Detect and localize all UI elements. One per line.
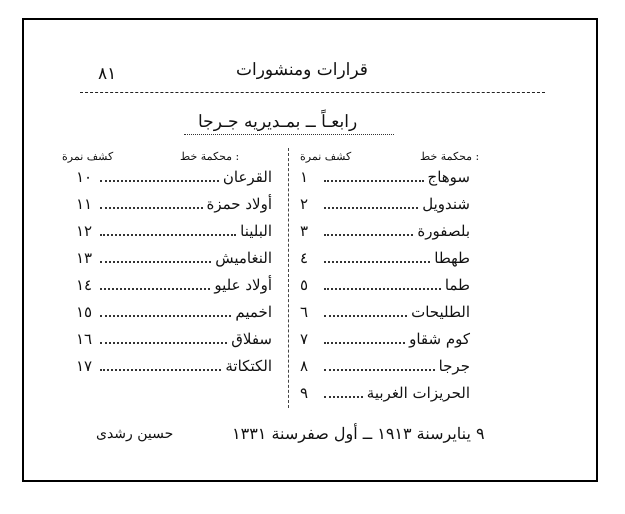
- left-court-column-header: محكمة خط :: [180, 150, 240, 163]
- dot-leader: [324, 342, 405, 344]
- court-row: [76, 222, 272, 246]
- right-court-column-header: محكمة خط :: [420, 150, 480, 163]
- court-name: سفلاق: [231, 330, 272, 348]
- court-number: ٩: [300, 384, 309, 402]
- court-name: كوم شقاو: [409, 330, 470, 348]
- court-row: [76, 357, 272, 381]
- court-name: جرجا: [438, 357, 470, 375]
- court-number: ٧: [300, 330, 309, 348]
- dot-leader: [100, 180, 219, 182]
- section-title: رابعـاً ــ بمـديريه جـرجا: [198, 112, 358, 132]
- dot-leader: [100, 369, 221, 371]
- court-name: سوهاج: [427, 168, 470, 186]
- court-row: [300, 330, 470, 354]
- court-row: [76, 195, 272, 219]
- court-number: ١: [300, 168, 309, 186]
- dot-leader: [100, 234, 236, 236]
- court-row: [300, 222, 470, 246]
- court-row: [300, 357, 470, 381]
- section-underline: [184, 134, 394, 135]
- court-number: ١٢: [76, 222, 93, 240]
- dot-leader: [324, 315, 407, 317]
- court-row: [300, 195, 470, 219]
- dot-leader: [324, 288, 441, 290]
- court-number: ٥: [300, 276, 309, 294]
- court-number: ١٣: [76, 249, 93, 267]
- court-number: ٢: [300, 195, 309, 213]
- dot-leader: [100, 261, 211, 263]
- court-row: [300, 168, 470, 192]
- court-number: ١٤: [76, 276, 93, 294]
- page-title: قرارات ومنشورات: [236, 60, 368, 80]
- dot-leader: [324, 261, 430, 263]
- court-name: أولاد عليو: [214, 276, 272, 294]
- header-divider: [80, 92, 545, 93]
- left-number-column-header: كشف نمرة: [62, 150, 114, 163]
- court-number: ١٠: [76, 168, 93, 186]
- court-name: بلصفورة: [417, 222, 470, 240]
- dot-leader: [324, 180, 424, 182]
- court-name: طما: [444, 276, 470, 294]
- court-row: [300, 303, 470, 327]
- court-number: ٤: [300, 249, 309, 267]
- dot-leader: [324, 207, 418, 209]
- dot-leader: [324, 234, 413, 236]
- court-number: ١٧: [76, 357, 93, 375]
- court-number: ١٥: [76, 303, 93, 321]
- court-name: أولاد حمزة: [206, 195, 272, 213]
- court-name: الحريزات الغربية: [366, 384, 470, 402]
- court-name: طهطا: [434, 249, 470, 267]
- court-row: [76, 303, 272, 327]
- dot-leader: [100, 315, 231, 317]
- footer-signature: حسين رشدى: [96, 426, 174, 442]
- dot-leader: [100, 288, 210, 290]
- dot-leader: [324, 396, 363, 398]
- court-number: ١٦: [76, 330, 93, 348]
- court-name: الكتكاتة: [225, 357, 272, 375]
- court-row: [76, 330, 272, 354]
- court-row: [300, 384, 470, 408]
- page-number: ٨١: [98, 64, 117, 84]
- column-divider: [288, 148, 289, 408]
- court-row: [300, 276, 470, 300]
- court-row: [300, 249, 470, 273]
- court-name: القرعان: [222, 168, 272, 186]
- court-name: شندويل: [422, 195, 470, 213]
- court-row: [76, 276, 272, 300]
- court-name: البلينا: [240, 222, 272, 240]
- court-row: [76, 249, 272, 273]
- dot-leader: [100, 342, 227, 344]
- court-name: الطليحات: [411, 303, 470, 321]
- footer-date: ٩ ينايرسنة ١٩١٣ ــ أول صفرسنة ١٣٣١: [232, 424, 485, 443]
- court-number: ١١: [76, 195, 93, 213]
- court-name: اخميم: [235, 303, 272, 321]
- court-number: ٣: [300, 222, 309, 240]
- court-number: ٦: [300, 303, 309, 321]
- dot-leader: [100, 207, 203, 209]
- court-row: [76, 168, 272, 192]
- court-number: ٨: [300, 357, 309, 375]
- right-number-column-header: كشف نمرة: [300, 150, 352, 163]
- court-name: النغاميش: [215, 249, 272, 267]
- dot-leader: [324, 369, 435, 371]
